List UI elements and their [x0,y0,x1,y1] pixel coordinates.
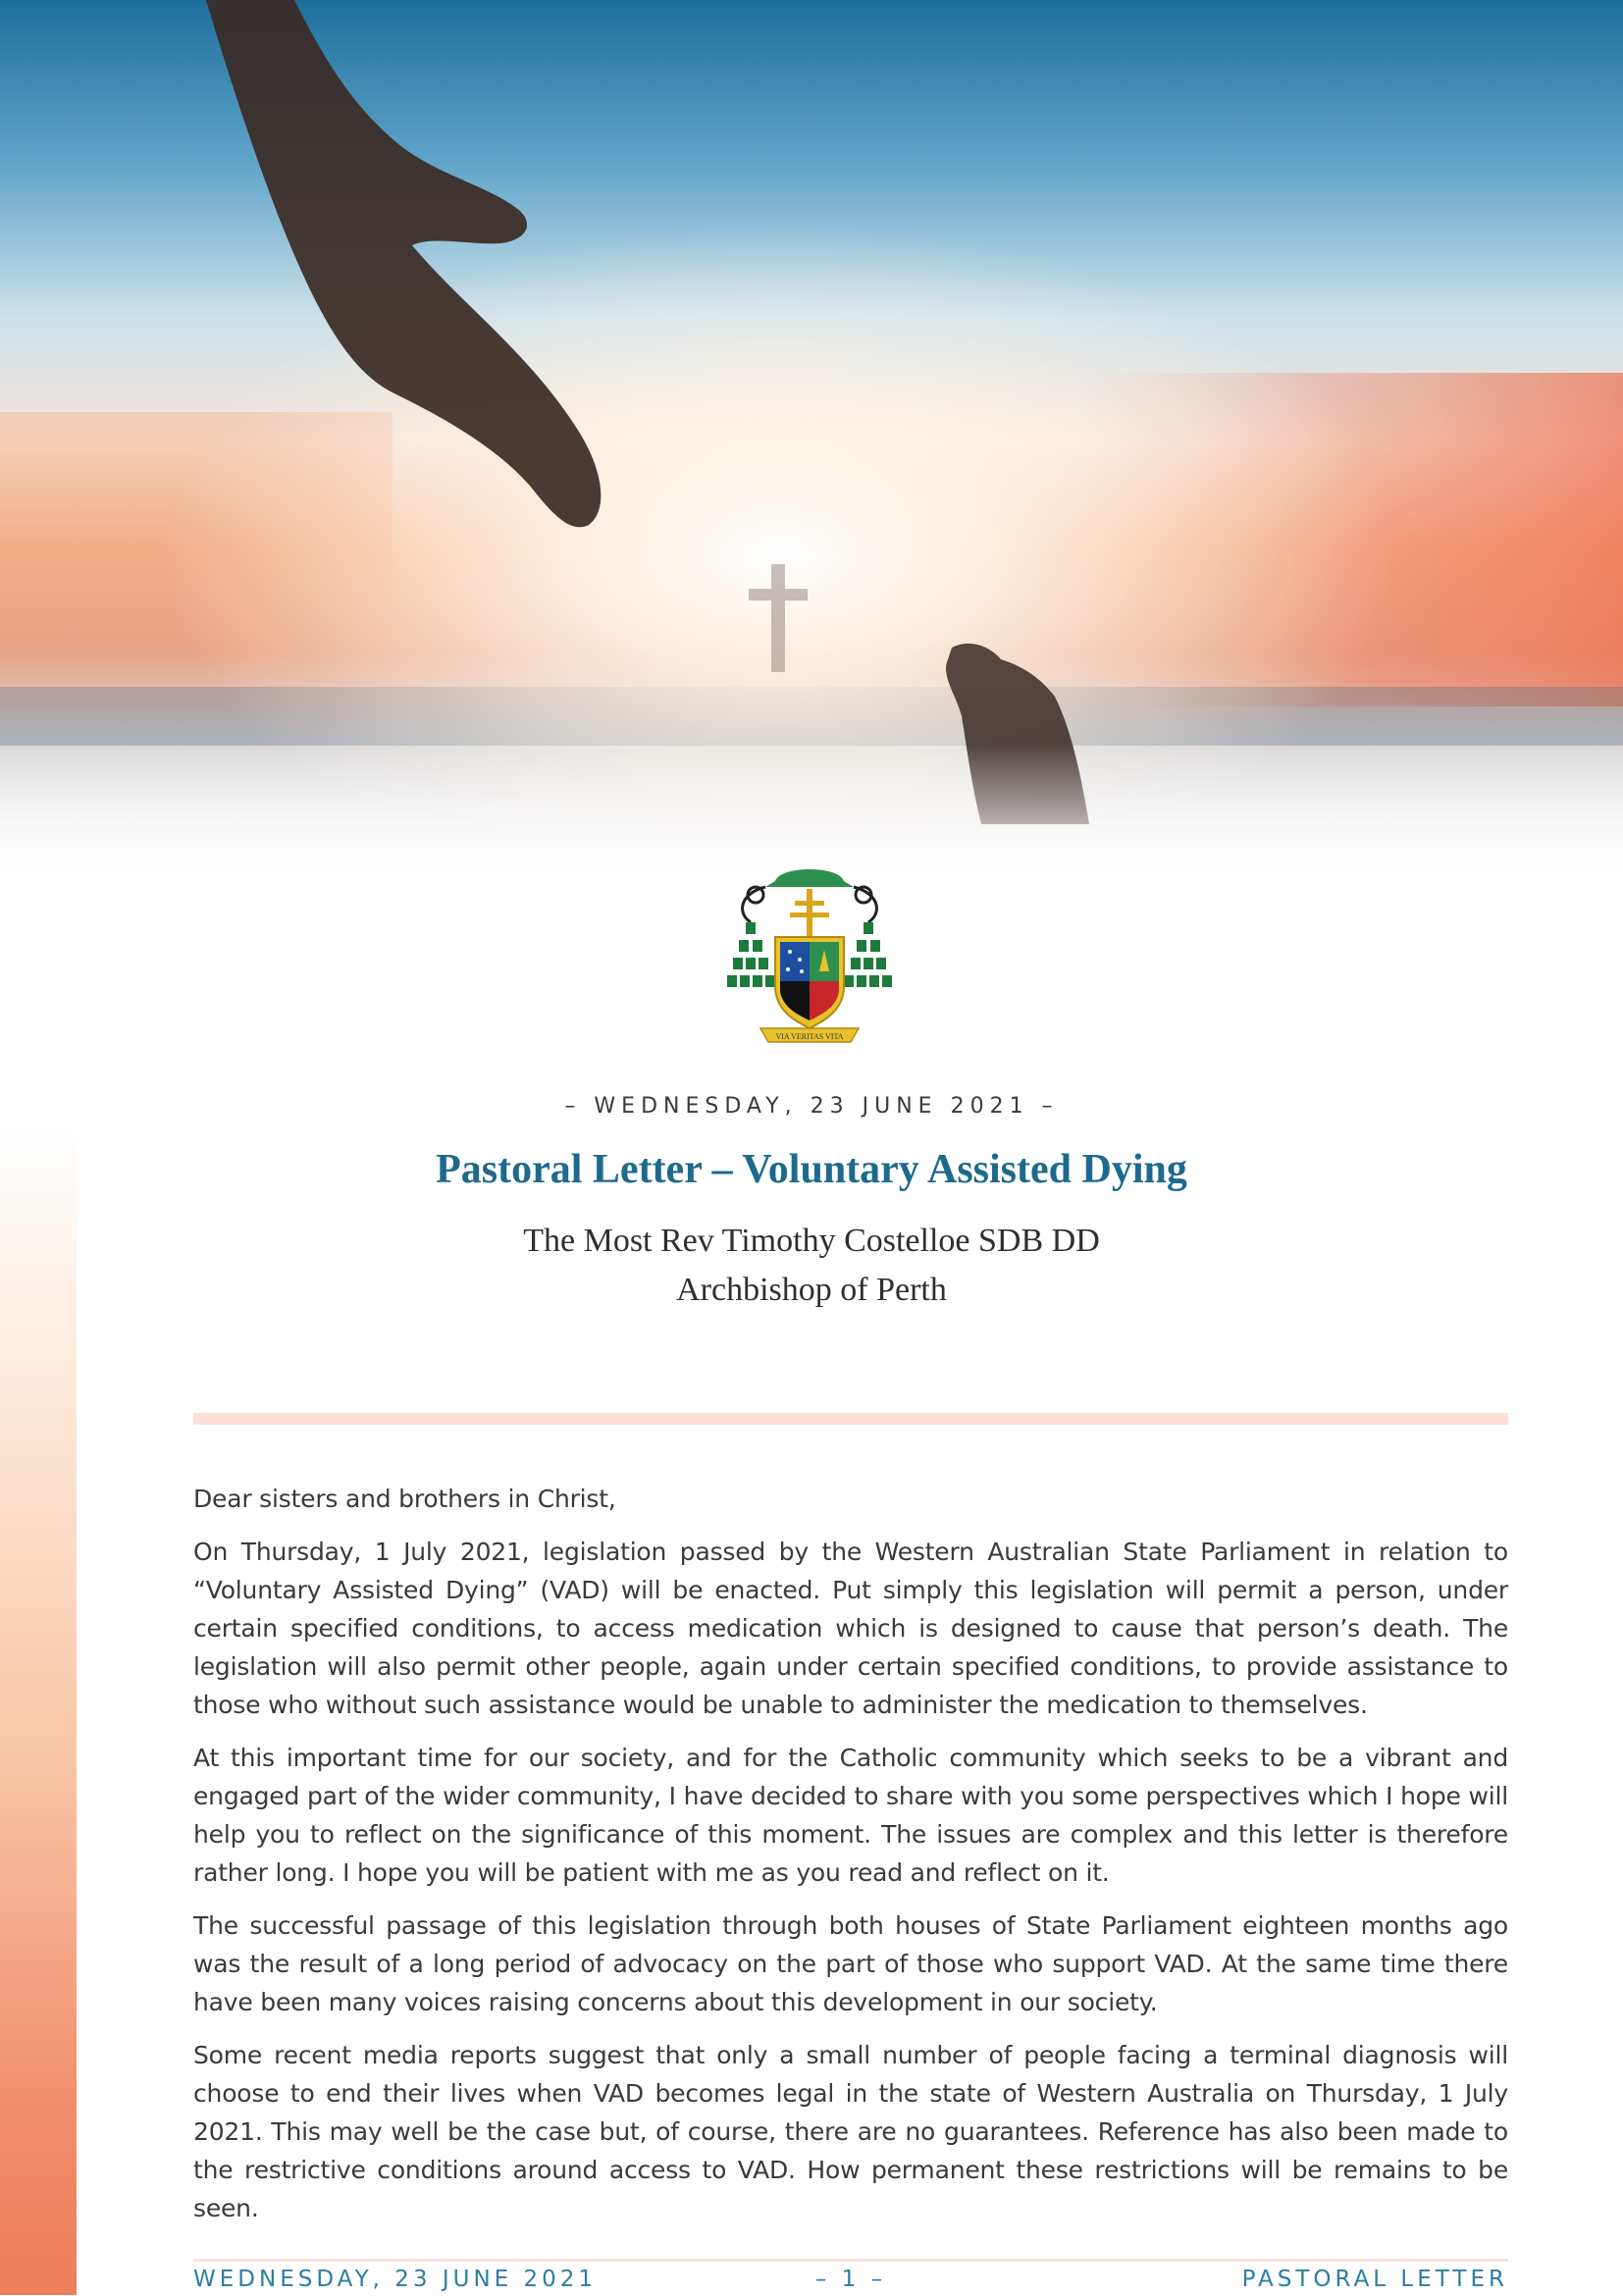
letter-body [193,1480,1508,2242]
letter-date: – WEDNESDAY, 23 JUNE 2021 – [564,1094,1059,1119]
page-footer [193,2267,1508,2296]
archbishop-crest-icon [721,854,898,1050]
crest-motto: VIA VERITAS VITA [775,1032,844,1041]
paragraph: On Thursday, 1 July 2021, legislation passed by the Western Australian State Parliament in relation to “Voluntary Assisted Dying” (VAD) will be enacted. Put simply this legislation will permit a person, under certain specified conditions, to access medication which is designed to cause that person’s death. The legislation will also permit other people, again under certain specified conditions, to provide assistance to those who without such assistance would be unable to administer the medication to themselves. [193,1538,1508,1719]
footer-divider [193,2259,1508,2262]
paragraph: The successful passage of this legislation through both houses of State Parliament eighteen months ago was the result of a long period of advocacy on the part of those who support VAD. At the same time there have been many voices raising concerns about this development in our society. [193,1911,1508,2016]
hero-image [0,0,1623,883]
footer-date: WEDNESDAY, 23 JUNE 2021 [193,2267,598,2292]
author-name: The Most Rev Timothy Costelloe SDB DD [523,1223,1100,1259]
paragraph: At this important time for our society, and for the Catholic community which seeks to be a vibrant and engaged part of the wider community, I have decided to share with you some perspectives which I hope will help you to reflect on the significance of this moment. The issues are complex and this letter is therefore rather long. I hope you will be patient with me as you read and reflect on it. [193,1744,1508,1887]
footer-doc-title: PASTORAL LETTER [1241,2267,1508,2292]
page-number: – 1 – [814,2267,887,2292]
author-office: Archbishop of Perth [676,1272,947,1308]
page-title: Pastoral Letter – Voluntary Assisted Dying [436,1147,1187,1192]
paragraph: Some recent media reports suggest that only a small number of people facing a terminal diagnosis will choose to end their lives when VAD becomes legal in the state of Western Australia on Thursday, 1 July 2021. This may well be the case but, of course, there are no guarantees. Reference has also been made to the restrictive conditions around access to VAD. How permanent these restrictions will be remains to be seen. [193,2041,1508,2222]
section-divider [193,1413,1508,1425]
author-block [0,1217,1623,1315]
salutation: Dear sisters and brothers in Christ, [193,1485,616,1513]
